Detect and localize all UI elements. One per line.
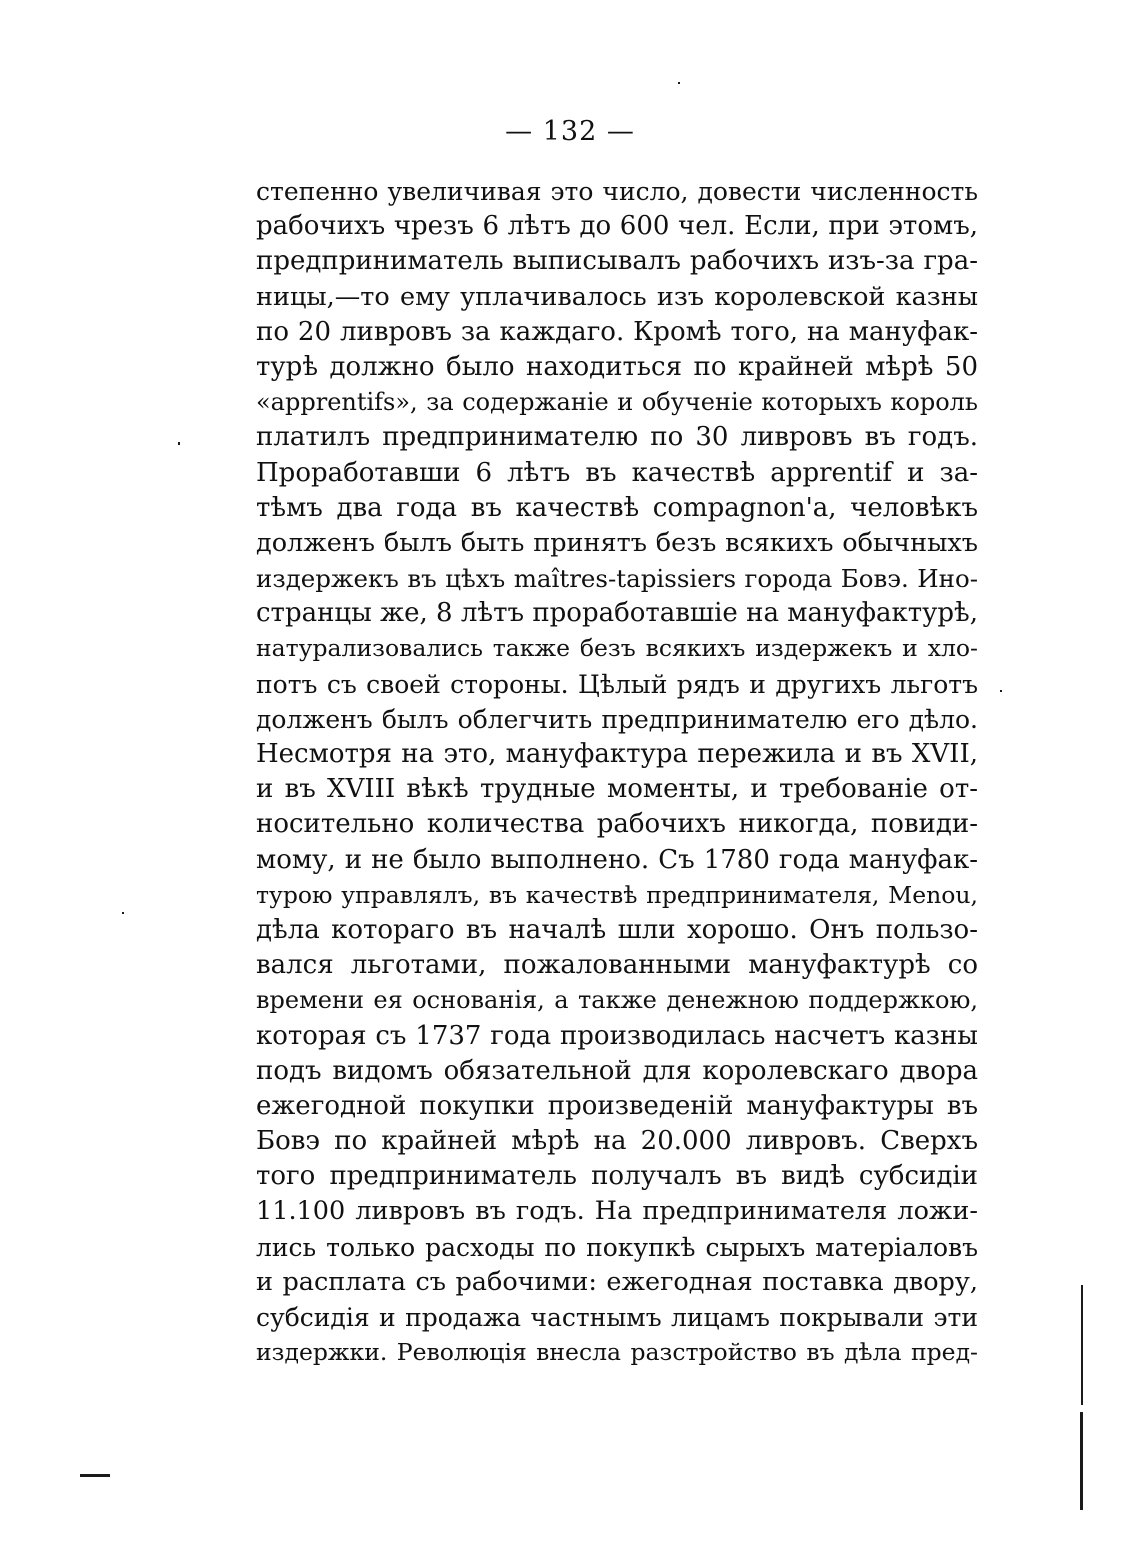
text-line: ницы,—то ему уплачивалось изъ королевской казны (256, 281, 978, 312)
body-text (256, 174, 978, 1370)
text-line: странцы же, 8 лѣтъ проработавшіе на мануфактурѣ, (256, 598, 978, 629)
text-line: предприниматель выписывалъ рабочихъ изъ-за гра- (256, 246, 978, 277)
text-line: платилъ предпринимателю по 30 ливровъ въ годъ. (256, 422, 978, 453)
text-line: Несмотря на это, мануфактура пережила и въ XVII, (256, 739, 978, 769)
scan-artifact-bar (1080, 1412, 1083, 1510)
text-line: степенно увеличивая это число, довести численность (256, 177, 978, 206)
text-line: того предприниматель получалъ въ видѣ субсидіи (256, 1161, 978, 1192)
scan-artifact-dot (178, 442, 180, 445)
text-line: «apprentifs», за содержаніе и обученіе которыхъ король (256, 388, 978, 417)
text-line: 11.100 ливровъ въ годъ. На предпринимателя ложи- (256, 1196, 978, 1227)
text-line: турою управлялъ, въ качествѣ предпринимателя, Menou, (256, 880, 978, 909)
text-line: натурализовались также безъ всякихъ издержекъ и хло- (256, 634, 978, 663)
text-line: подъ видомъ обязательной для королевскаго двора (256, 1055, 978, 1086)
text-line: турѣ должно было находиться по крайней мѣрѣ 50 (256, 351, 978, 382)
text-line: времени ея основанія, а также денежною поддержкою, (256, 986, 978, 1015)
text-line: потъ съ своей стороны. Цѣлый рядъ и другихъ льготъ (256, 669, 978, 699)
text-line: Проработавши 6 лѣтъ въ качествѣ apprentif и за- (256, 457, 978, 488)
text-line: субсидія и продажа частнымъ лицамъ покрывали эти (256, 1303, 978, 1332)
text-line: которая съ 1737 года производилась насчетъ казны (256, 1020, 978, 1051)
text-line: долженъ былъ облегчить предпринимателю его дѣло. (256, 704, 978, 734)
text-line: вался льготами, пожалованными мануфактурѣ со (256, 950, 978, 981)
text-line: мому, и не было выполнено. Съ 1780 года мануфак- (256, 844, 978, 875)
scan-artifact-dot (1000, 690, 1002, 692)
scan-artifact-dash (80, 1474, 110, 1477)
text-line: ежегодной покупки произведеній мануфактуры въ (256, 1090, 978, 1121)
text-line: носительно количества рабочихъ никогда, повиди- (256, 809, 978, 840)
page-number: — 132 — (505, 116, 635, 147)
text-line: Бовэ по крайней мѣрѣ на 20.000 ливровъ. Сверхъ (256, 1126, 978, 1157)
text-line: дѣла котораго въ началѣ шли хорошо. Онъ пользо- (256, 914, 978, 945)
scan-artifact-bar (1081, 1285, 1083, 1405)
text-line: долженъ былъ быть принятъ безъ всякихъ обычныхъ (256, 527, 978, 558)
text-line: рабочихъ чрезъ 6 лѣтъ до 600 чел. Если, при этомъ, (256, 211, 978, 242)
text-line: и расплата съ рабочими: ежегодная поставка двору, (256, 1266, 978, 1297)
text-line: издержекъ въ цѣхъ maîtres-tapissiers города Бовэ. Ино- (256, 564, 978, 594)
scan-artifact-dot (122, 912, 124, 914)
text-line: издержки. Революція внесла разстройство въ дѣла пред- (256, 1338, 978, 1367)
text-line: по 20 ливровъ за каждаго. Кромѣ того, на мануфак- (256, 316, 978, 347)
text-line: лись только расходы по покупкѣ сырыхъ матеріаловъ (256, 1232, 978, 1262)
scan-artifact-dot (678, 82, 680, 84)
text-line: и въ XVIII вѣкѣ трудные моменты, и требованіе от- (256, 774, 978, 805)
text-line: тѣмъ два года въ качествѣ compagnon'a, человѣкъ (256, 492, 978, 523)
